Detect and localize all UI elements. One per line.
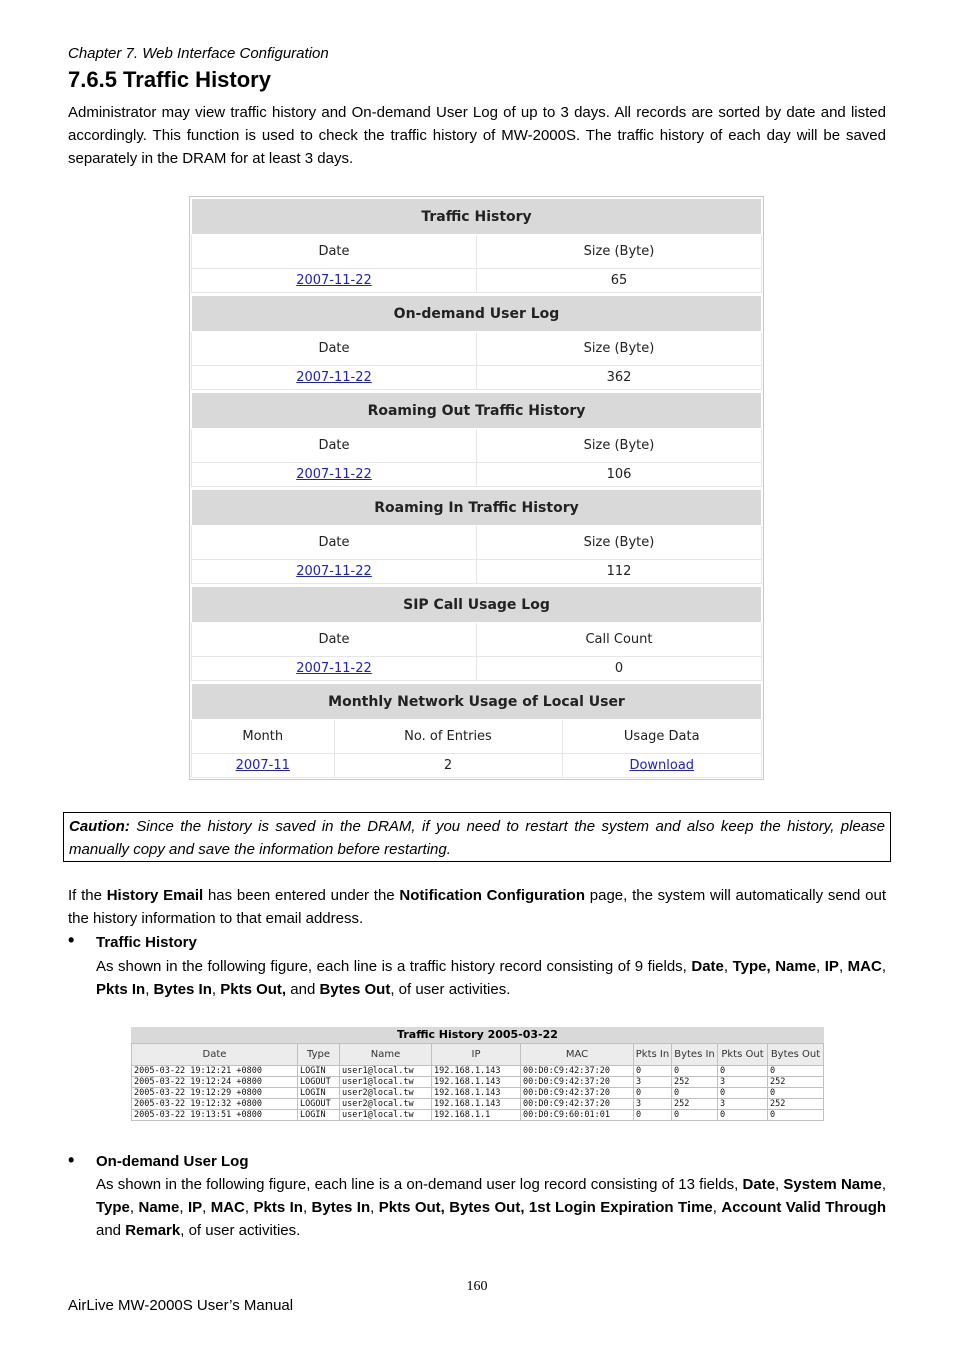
log-cell: 00:D0:C9:42:37:20 bbox=[521, 1066, 634, 1077]
bold-term: MAC bbox=[210, 1199, 245, 1216]
column-header: Size (Byte) bbox=[477, 332, 762, 366]
column-header: Date bbox=[192, 429, 477, 463]
text: , bbox=[179, 1199, 188, 1216]
bullet-paragraph bbox=[96, 1173, 886, 1242]
column-header: Call Count bbox=[477, 623, 762, 657]
log-cell: 252 bbox=[768, 1077, 824, 1088]
column-header: Size (Byte) bbox=[477, 235, 762, 269]
text: , bbox=[370, 1199, 379, 1216]
bullet-dot: • bbox=[68, 930, 75, 950]
text: has been entered under the bbox=[203, 887, 400, 904]
log-cell: LOGOUT bbox=[298, 1099, 340, 1110]
column-header: Usage Data bbox=[562, 720, 762, 754]
traffic-log-figure bbox=[131, 1027, 824, 1121]
text: As shown in the following figure, each line is a on-demand user log record consisting of 13 fields, bbox=[96, 1176, 743, 1193]
entries-value: 2 bbox=[334, 754, 562, 778]
roaming-in-table bbox=[191, 489, 762, 584]
column-header: Month bbox=[192, 720, 335, 754]
bold-term: Account Valid Through bbox=[721, 1199, 887, 1216]
table-title: SIP Call Usage Log bbox=[192, 587, 762, 623]
log-table bbox=[131, 1043, 824, 1121]
log-cell: user2@local.tw bbox=[340, 1088, 432, 1099]
log-cell: 0 bbox=[768, 1110, 824, 1121]
bold-term: Remark bbox=[125, 1222, 181, 1239]
date-link[interactable]: 2007-11-22 bbox=[296, 370, 372, 385]
log-cell: 252 bbox=[672, 1077, 718, 1088]
text: , bbox=[145, 981, 154, 998]
log-cell: 192.168.1.143 bbox=[432, 1077, 521, 1088]
text: , bbox=[302, 1199, 312, 1216]
log-column-header: Name bbox=[340, 1044, 432, 1066]
date-link[interactable]: 2007-11-22 bbox=[296, 467, 372, 482]
log-cell: 192.168.1.143 bbox=[432, 1088, 521, 1099]
footer-text: AirLive MW-2000S User’s Manual bbox=[68, 1297, 294, 1314]
text: page, the system will automatically send out the history information to that email address. bbox=[68, 887, 886, 927]
log-cell: 0 bbox=[634, 1088, 672, 1099]
log-title: Traffic History 2005-03-22 bbox=[131, 1027, 824, 1043]
bold-term: History Email bbox=[106, 887, 204, 904]
date-link[interactable]: 2007-11-22 bbox=[296, 564, 372, 579]
section-title: 7.6.5 Traffic History bbox=[68, 67, 271, 92]
log-cell: LOGIN bbox=[298, 1110, 340, 1121]
log-cell: 3 bbox=[634, 1099, 672, 1110]
log-column-header: Bytes In bbox=[672, 1044, 718, 1066]
text: , bbox=[838, 958, 848, 975]
column-header: Date bbox=[192, 623, 477, 657]
date-link[interactable]: 2007-11-22 bbox=[296, 661, 372, 676]
log-cell: 252 bbox=[672, 1099, 718, 1110]
log-column-header: MAC bbox=[521, 1044, 634, 1066]
month-link[interactable]: 2007-11 bbox=[235, 758, 290, 773]
bold-term: Date bbox=[742, 1176, 776, 1193]
log-cell: LOGOUT bbox=[298, 1077, 340, 1088]
log-column-header: Date bbox=[132, 1044, 298, 1066]
table-row bbox=[132, 1110, 824, 1121]
size-value: 65 bbox=[477, 269, 762, 293]
bold-term: Bytes Out bbox=[319, 981, 391, 998]
bullet-paragraph bbox=[96, 955, 886, 1001]
table-row bbox=[132, 1099, 824, 1110]
chapter-header: Chapter 7. Web Interface Configuration bbox=[68, 45, 329, 62]
log-cell: 192.168.1.1 bbox=[432, 1110, 521, 1121]
column-header: No. of Entries bbox=[334, 720, 562, 754]
table-row bbox=[132, 1088, 824, 1099]
log-cell: user2@local.tw bbox=[340, 1099, 432, 1110]
bold-term: IP bbox=[187, 1199, 203, 1216]
log-cell: 2005-03-22 19:12:24 +0800 bbox=[132, 1077, 298, 1088]
text: , bbox=[881, 1176, 886, 1193]
download-link[interactable]: Download bbox=[629, 758, 695, 773]
traffic-history-table bbox=[191, 198, 762, 293]
table-title: Traffic History bbox=[192, 199, 762, 235]
roaming-out-table bbox=[191, 392, 762, 487]
text: and bbox=[286, 981, 320, 998]
log-cell: LOGIN bbox=[298, 1066, 340, 1077]
log-cell: 0 bbox=[634, 1066, 672, 1077]
text: , of user activities. bbox=[390, 981, 511, 998]
log-cell: 0 bbox=[718, 1110, 768, 1121]
text: and bbox=[96, 1222, 126, 1239]
log-cell: 0 bbox=[718, 1088, 768, 1099]
table-title: Roaming In Traffic History bbox=[192, 490, 762, 526]
bullet-title: On-demand User Log bbox=[96, 1153, 249, 1170]
table-row bbox=[132, 1066, 824, 1077]
log-cell: 2005-03-22 19:12:29 +0800 bbox=[132, 1088, 298, 1099]
log-cell: user1@local.tw bbox=[340, 1066, 432, 1077]
table-title: Roaming Out Traffic History bbox=[192, 393, 762, 429]
bold-term: Type bbox=[96, 1199, 130, 1216]
column-header: Size (Byte) bbox=[477, 526, 762, 560]
text: If the bbox=[68, 887, 107, 904]
log-cell: 0 bbox=[672, 1110, 718, 1121]
bold-term: System Name bbox=[783, 1176, 882, 1193]
log-cell: 192.168.1.143 bbox=[432, 1066, 521, 1077]
log-cell: 0 bbox=[634, 1110, 672, 1121]
bold-term: Pkts In bbox=[96, 981, 146, 998]
column-header: Date bbox=[192, 526, 477, 560]
log-column-header: Type bbox=[298, 1044, 340, 1066]
log-cell: 252 bbox=[768, 1099, 824, 1110]
caution-text: Since the history is saved in the DRAM, if you need to restart the system and also keep the history, please manually copy and save the information before restarting. bbox=[69, 818, 885, 858]
log-cell: user1@local.tw bbox=[340, 1110, 432, 1121]
log-cell: 0 bbox=[768, 1066, 824, 1077]
text: , bbox=[244, 1199, 254, 1216]
column-header: Date bbox=[192, 332, 477, 366]
log-cell: LOGIN bbox=[298, 1088, 340, 1099]
page-number: 160 bbox=[466, 1279, 488, 1294]
bold-term: Date bbox=[691, 958, 724, 975]
text: , bbox=[723, 958, 733, 975]
size-value: 362 bbox=[477, 366, 762, 390]
log-cell: 192.168.1.143 bbox=[432, 1099, 521, 1110]
text: , bbox=[211, 981, 221, 998]
text: , bbox=[775, 1176, 784, 1193]
text: , bbox=[129, 1199, 139, 1216]
log-cell: 2005-03-22 19:13:51 +0800 bbox=[132, 1110, 298, 1121]
monthly-usage-table bbox=[191, 683, 762, 778]
text: , bbox=[816, 958, 825, 975]
log-cell: 00:D0:C9:42:37:20 bbox=[521, 1088, 634, 1099]
email-paragraph bbox=[68, 884, 886, 930]
on-demand-user-log-table bbox=[191, 295, 762, 390]
bold-term: Bytes In bbox=[311, 1199, 371, 1216]
log-cell: 00:D0:C9:42:37:20 bbox=[521, 1077, 634, 1088]
log-column-header: Pkts In bbox=[634, 1044, 672, 1066]
traffic-history-panel bbox=[189, 196, 764, 780]
bullet-title: Traffic History bbox=[96, 934, 197, 951]
log-cell: 3 bbox=[718, 1077, 768, 1088]
caution-box bbox=[63, 812, 891, 862]
intro-paragraph: Administrator may view traffic history and On-demand User Log of up to 3 days. All records are sorted by date and listed accordingly. This function is used to check the traffic history of MW-2000S. The traffic history of each day will be saved separately in the DRAM for at least 3 days. bbox=[68, 104, 886, 167]
log-cell: user1@local.tw bbox=[340, 1077, 432, 1088]
bold-term: Pkts Out, Bytes Out, 1st Login Expiration Time bbox=[378, 1199, 713, 1216]
caution-label: Caution: bbox=[69, 818, 130, 835]
column-header: Size (Byte) bbox=[477, 429, 762, 463]
table-title: On-demand User Log bbox=[192, 296, 762, 332]
bold-term: Notification Configuration bbox=[399, 887, 585, 904]
bold-term: Name bbox=[138, 1199, 180, 1216]
log-cell: 00:D0:C9:42:37:20 bbox=[521, 1099, 634, 1110]
sip-call-usage-table bbox=[191, 586, 762, 681]
text: , bbox=[881, 958, 886, 975]
bold-term: Bytes In bbox=[153, 981, 212, 998]
log-column-header: Bytes Out bbox=[768, 1044, 824, 1066]
bold-term: IP bbox=[824, 958, 839, 975]
column-header: Date bbox=[192, 235, 477, 269]
call-count-value: 0 bbox=[477, 657, 762, 681]
log-cell: 2005-03-22 19:12:21 +0800 bbox=[132, 1066, 298, 1077]
bullet-dot: • bbox=[68, 1150, 75, 1170]
log-cell: 3 bbox=[634, 1077, 672, 1088]
log-cell: 00:D0:C9:60:01:01 bbox=[521, 1110, 634, 1121]
log-cell: 0 bbox=[672, 1088, 718, 1099]
table-title: Monthly Network Usage of Local User bbox=[192, 684, 762, 720]
text: , of user activities. bbox=[180, 1222, 301, 1239]
size-value: 106 bbox=[477, 463, 762, 487]
log-cell: 0 bbox=[718, 1066, 768, 1077]
size-value: 112 bbox=[477, 560, 762, 584]
text: , bbox=[712, 1199, 722, 1216]
log-cell: 3 bbox=[718, 1099, 768, 1110]
table-row bbox=[132, 1077, 824, 1088]
log-column-header: IP bbox=[432, 1044, 521, 1066]
text: As shown in the following figure, each line is a traffic history record consisting of 9 fields, bbox=[96, 958, 692, 975]
log-cell: 0 bbox=[672, 1066, 718, 1077]
log-cell: 2005-03-22 19:12:32 +0800 bbox=[132, 1099, 298, 1110]
bold-term: MAC bbox=[847, 958, 882, 975]
date-link[interactable]: 2007-11-22 bbox=[296, 273, 372, 288]
bold-term: Pkts Out, bbox=[220, 981, 287, 998]
text: , bbox=[202, 1199, 211, 1216]
log-column-header: Pkts Out bbox=[718, 1044, 768, 1066]
bold-term: Pkts In bbox=[253, 1199, 303, 1216]
bold-term: Type, Name bbox=[732, 958, 817, 975]
log-cell: 0 bbox=[768, 1088, 824, 1099]
